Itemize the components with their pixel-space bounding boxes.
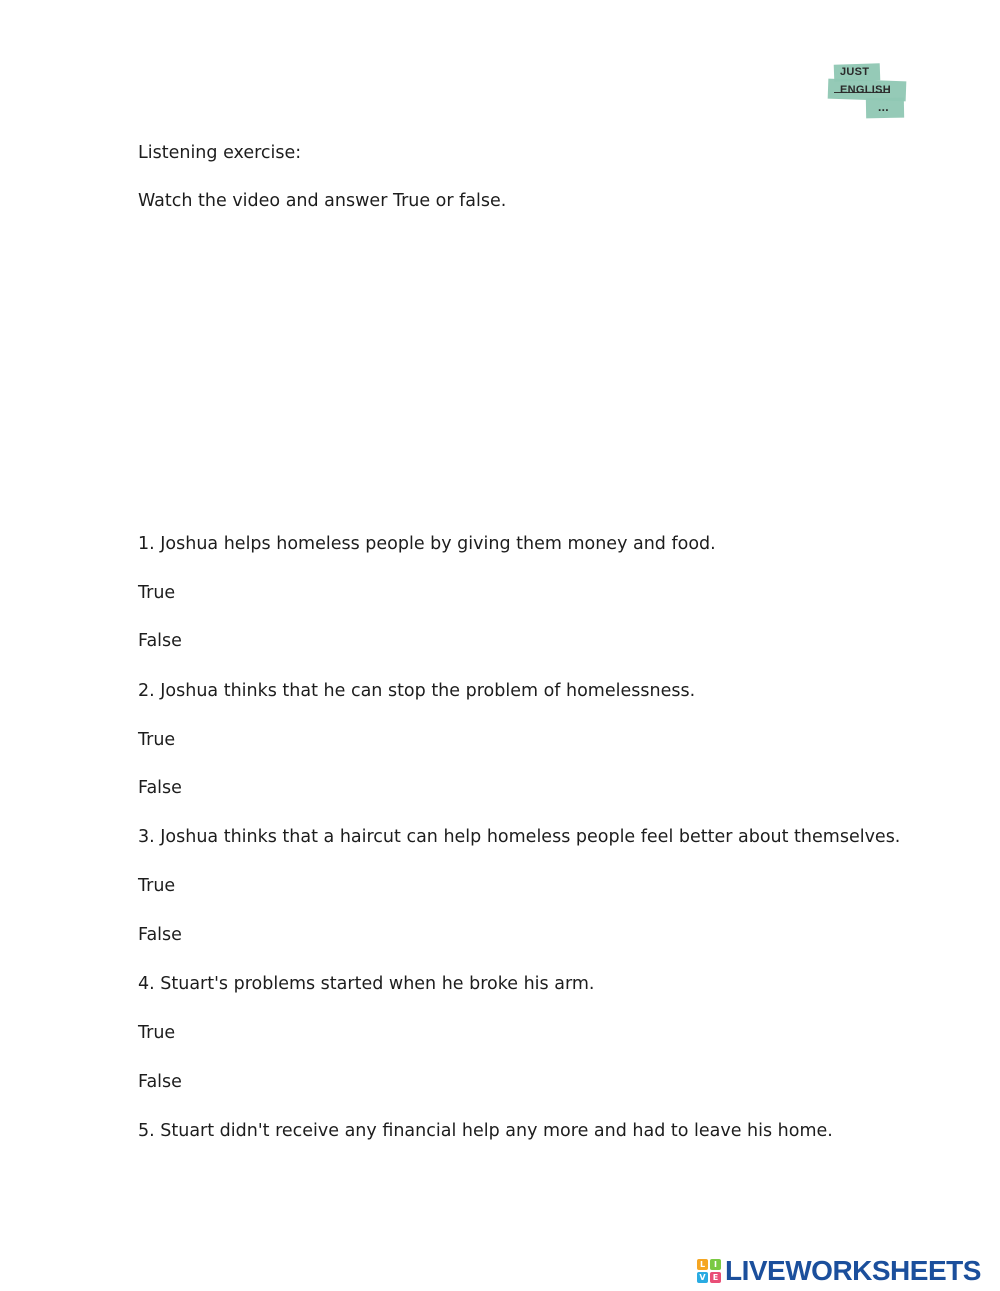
page-heading: Listening exercise: <box>138 143 302 163</box>
logo-line-1: JUST <box>840 66 870 78</box>
option-true[interactable]: True <box>138 730 176 750</box>
logo-line-2: ENGLISH <box>840 84 891 96</box>
question-1: 1. Joshua helps homeless people by giving them money and food. <box>138 534 716 554</box>
option-true[interactable]: True <box>138 876 176 896</box>
just-english-logo <box>826 60 910 122</box>
option-false[interactable]: False <box>138 925 182 945</box>
liveworksheets-icon: L I V E <box>697 1259 723 1283</box>
option-false[interactable]: False <box>138 631 182 651</box>
brand-name: LIVEWORKSHEETS <box>725 1255 981 1286</box>
instructions: Watch the video and answer True or false. <box>138 191 507 211</box>
question-5: 5. Stuart didn't receive any financial help any more and had to leave his home. <box>138 1121 833 1141</box>
question-2: 2. Joshua thinks that he can stop the problem of homelessness. <box>138 681 696 701</box>
option-true[interactable]: True <box>138 583 176 603</box>
option-false[interactable]: False <box>138 778 182 798</box>
option-true[interactable]: True <box>138 1023 176 1043</box>
option-false[interactable]: False <box>138 1072 182 1092</box>
logo-line-3: ... <box>878 100 889 114</box>
question-4: 4. Stuart's problems started when he broke his arm. <box>138 974 595 994</box>
question-3: 3. Joshua thinks that a haircut can help homeless people feel better about themselves. <box>138 827 901 847</box>
